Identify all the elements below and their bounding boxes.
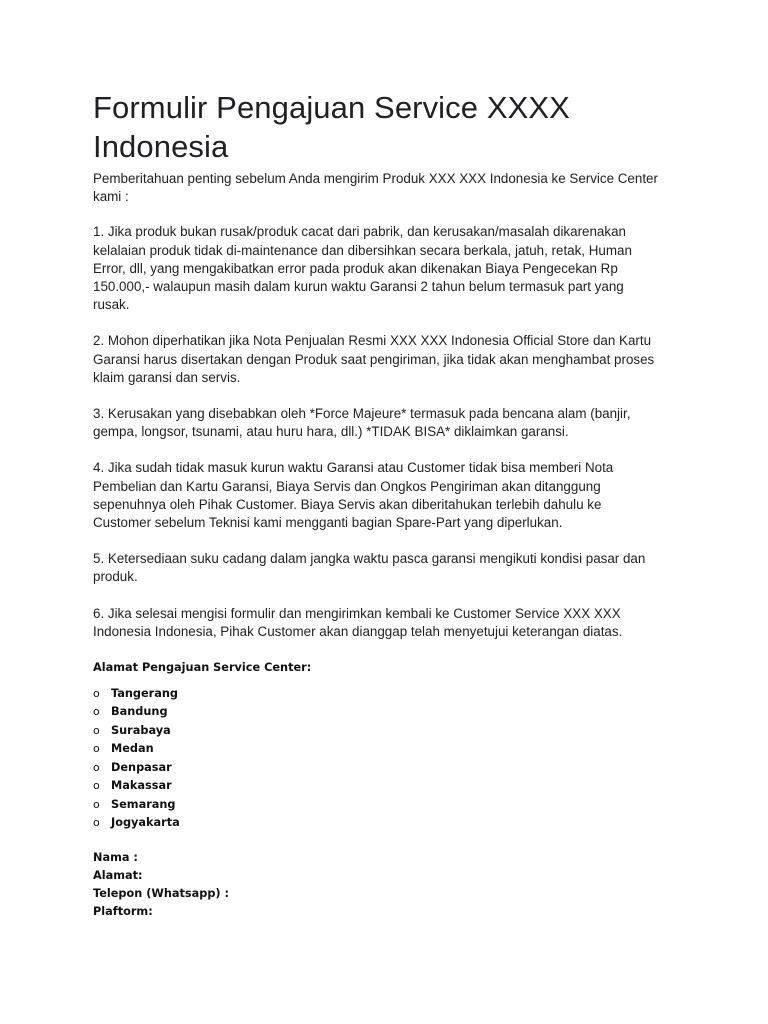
- notice-item-4: 4. Jika sudah tidak masuk kurun waktu Garansi atau Customer tidak bisa memberi Nota Pembelian dan Kartu Garansi, Biaya Servis dan Ongkos Pengiriman akan ditanggung sepenuhnya oleh Pihak Customer. Biaya Servis akan diberitahukan terlebih dahulu ke Customer sebelum Teknisi kami mengganti bagian Spare-Part yang diperlukan.: [93, 460, 614, 531]
- city-name: Medan: [111, 742, 154, 756]
- bullet-icon: o: [93, 779, 100, 793]
- bullet-icon: o: [93, 760, 100, 774]
- service-center-list: [93, 685, 693, 832]
- bullet-icon: o: [93, 723, 100, 737]
- notice-item-6: 6. Jika selesai mengisi formulir dan mengirimkan kembali ke Customer Service XXX XXX Indonesia Indonesia, Pihak Customer akan dianggap telah menyetujui keterangan diatas.: [93, 605, 623, 639]
- document-page: [93, 88, 693, 921]
- form-fields: [93, 849, 693, 920]
- city-name: Surabaya: [111, 723, 171, 737]
- notice-item-1: 1. Jika produk bukan rusak/produk cacat dari pabrik, dan kerusakan/masalah dikarenakan kelalaian produk tidak di-maintenance dan dibersihkan secara berkala, jatuh, retak, Human Error, dll, yang mengakibatkan error pada produk akan dikenakan Biaya Pengecekan Rp 150.000,- walaupun masih dalam kurun waktu Garansi 2 tahun belum termasuk part yang rusak.: [93, 224, 632, 313]
- field-telepon-label: Telepon (Whatsapp) :: [93, 886, 230, 900]
- city-list-item: [93, 722, 693, 740]
- notice-item-3: 3. Kerusakan yang disebabkan oleh *Force Majeure* termasuk pada bencana alam (banjir, gempa, longsor, tsunami, atau huru hara, dll.) *TIDAK BISA* diklaimkan garansi.: [93, 406, 631, 440]
- field-nama-label: Nama :: [93, 851, 138, 865]
- city-list-item: [93, 777, 693, 795]
- notice-item-2: 2. Mohon diperhatikan jika Nota Penjualan Resmi XXX XXX Indonesia Official Store dan Kartu Garansi harus disertakan dengan Produk saat pengiriman, jika tidak akan menghambat proses klaim garansi dan servis.: [93, 333, 655, 385]
- bullet-icon: o: [93, 815, 100, 829]
- city-list-item: [93, 814, 693, 832]
- document-title: Formulir Pengajuan Service XXXX Indonesia: [93, 90, 570, 164]
- bullet-icon: o: [93, 742, 100, 756]
- notice-item-5: 5. Ketersediaan suku cadang dalam jangka waktu pasca garansi mengikuti kondisi pasar dan produk.: [93, 551, 646, 585]
- city-name: Tangerang: [111, 687, 178, 701]
- city-name: Jogyakarta: [111, 815, 180, 829]
- city-list-item: [93, 685, 693, 703]
- field-alamat-label: Alamat:: [93, 869, 143, 883]
- city-list-item: [93, 796, 693, 814]
- city-list-item: [93, 740, 693, 758]
- city-name: Semarang: [111, 797, 176, 811]
- bullet-icon: o: [93, 705, 100, 719]
- city-name: Makassar: [111, 779, 172, 793]
- service-center-heading: Alamat Pengajuan Service Center:: [93, 661, 312, 675]
- city-name: Bandung: [111, 705, 168, 719]
- intro-notice: Pemberitahuan penting sebelum Anda mengirim Produk XXX XXX Indonesia ke Service Center kami :: [93, 171, 658, 205]
- city-name: Denpasar: [111, 760, 172, 774]
- city-list-item: [93, 703, 693, 721]
- city-list-item: [93, 759, 693, 777]
- bullet-icon: o: [93, 797, 100, 811]
- bullet-icon: o: [93, 687, 100, 701]
- field-platform-label: Plaftorm:: [93, 904, 153, 918]
